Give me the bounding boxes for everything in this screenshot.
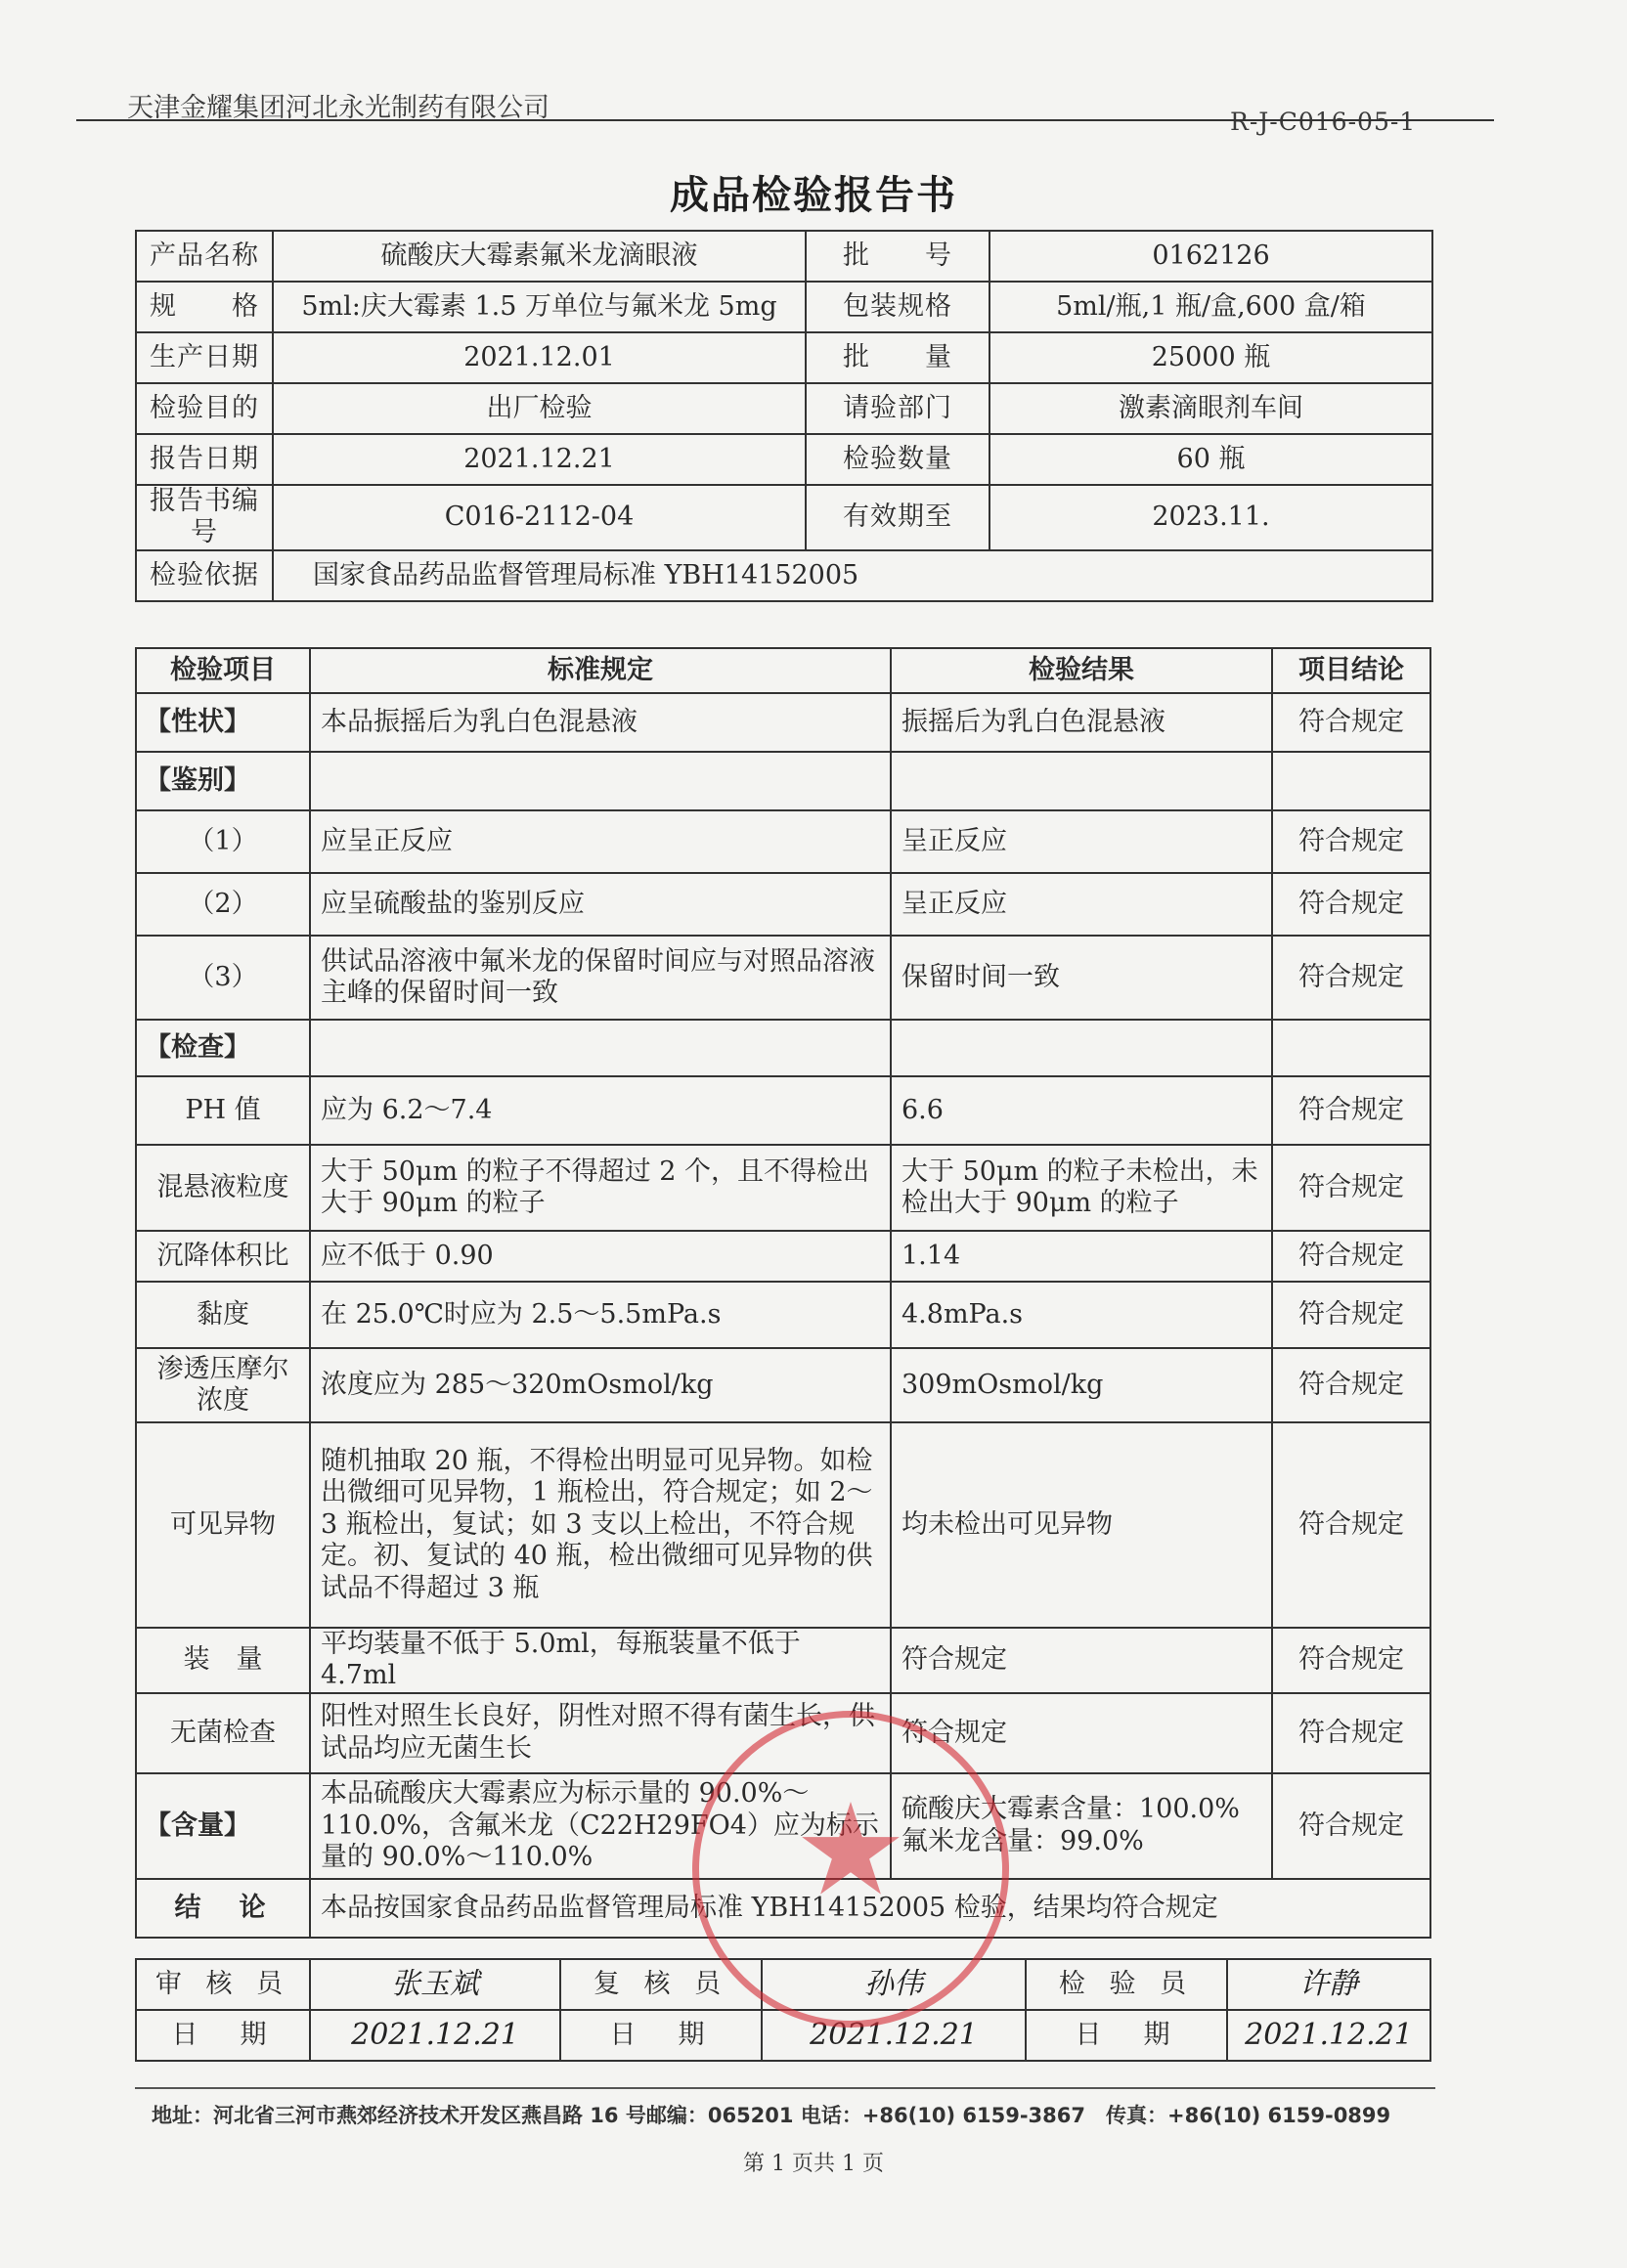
page-title: 成品检验报告书 [670, 173, 957, 218]
test-standard: 随机抽取 20 瓶，不得检出明显可见异物。如检出微细可见异物，1 瓶检出，符合规定；如 2～3 瓶检出，复试；如 3 支以上检出，不符合规定。初、复试的 40 瓶，检出微细可见异物的供试品不得超过 3 瓶 [310, 1422, 891, 1628]
table-row [136, 1145, 1430, 1231]
table-row [136, 752, 1430, 810]
quality-stamp [692, 1711, 1009, 2028]
table-row [136, 1628, 1430, 1693]
test-conclusion: 符合规定 [1272, 1422, 1430, 1628]
test-result [891, 752, 1272, 810]
test-item: PH 值 [136, 1076, 310, 1145]
test-qty-value: 60 瓶 [989, 434, 1432, 485]
test-result: 1.14 [891, 1231, 1272, 1282]
test-item: （3） [136, 936, 310, 1020]
col-header-item: 检验项目 [136, 648, 310, 693]
report-no-label: 报告书编号 [136, 485, 273, 550]
table-row [136, 1422, 1430, 1628]
test-result: 大于 50μm 的粒子未检出，未检出大于 90μm 的粒子 [891, 1145, 1272, 1231]
test-standard: 大于 50μm 的粒子不得超过 2 个，且不得检出大于 90μm 的粒子 [310, 1145, 891, 1231]
page-number: 第 1 页共 1 页 [743, 2152, 884, 2176]
report-date-label: 报告日期 [136, 434, 273, 485]
test-result: 309mOsmol/kg [891, 1348, 1272, 1422]
test-item: 沉降体积比 [136, 1231, 310, 1282]
test-standard: 供试品溶液中氟米龙的保留时间应与对照品溶液主峰的保留时间一致 [310, 936, 891, 1020]
test-conclusion: 符合规定 [1272, 1628, 1430, 1693]
product-info-table [135, 230, 1433, 602]
batch-qty-value: 25000 瓶 [989, 332, 1432, 383]
table-row [136, 693, 1430, 752]
col-header-result: 检验结果 [891, 648, 1272, 693]
test-item: 无菌检查 [136, 1693, 310, 1773]
test-standard [310, 1020, 891, 1076]
inspector-label: 检 验 员 [1026, 1959, 1227, 2010]
dept-value: 激素滴眼剂车间 [989, 383, 1432, 434]
test-result: 振摇后为乳白色混悬液 [891, 693, 1272, 752]
test-standard: 本品硫酸庆大霉素应为标示量的 90.0%～110.0%，含氟米龙（C22H29FO4）应为标示量的 90.0%～110.0% [310, 1773, 891, 1879]
test-conclusion: 符合规定 [1272, 1348, 1430, 1422]
test-result: 均未检出可见异物 [891, 1422, 1272, 1628]
report-date-value: 2021.12.21 [273, 434, 806, 485]
basis-label: 检验依据 [136, 550, 273, 601]
test-standard: 本品振摇后为乳白色混悬液 [310, 693, 891, 752]
test-item: 装 量 [136, 1628, 310, 1693]
document-number: R-J-C016-05-1 [1230, 108, 1417, 136]
batch-no-value: 0162126 [989, 231, 1432, 282]
test-item: （1） [136, 810, 310, 873]
basis-value: 国家食品药品监督管理局标准 YBH14152005 [273, 550, 1432, 601]
test-result: 4.8mPa.s [891, 1282, 1272, 1348]
reviewer-signature: 张玉斌 [310, 1959, 560, 2010]
expiry-value: 2023.11. [989, 485, 1432, 550]
test-conclusion: 符合规定 [1272, 1693, 1430, 1773]
test-result: 保留时间一致 [891, 936, 1272, 1020]
dept-label: 请验部门 [806, 383, 989, 434]
test-standard [310, 752, 891, 810]
footer-divider [135, 2087, 1435, 2089]
prod-date-value: 2021.12.01 [273, 332, 806, 383]
date-label: 日 期 [560, 2010, 762, 2061]
rechecker-date: 2021.12.21 [762, 2010, 1026, 2061]
date-label: 日 期 [1026, 2010, 1227, 2061]
test-conclusion: 符合规定 [1272, 873, 1430, 936]
test-item: 【检查】 [136, 1020, 310, 1076]
table-row [136, 1076, 1430, 1145]
test-standard: 在 25.0℃时应为 2.5～5.5mPa.s [310, 1282, 891, 1348]
table-row [136, 1020, 1430, 1076]
test-standard: 阳性对照生长良好，阴性对照不得有菌生长，供试品均应无菌生长 [310, 1693, 891, 1773]
col-header-standard: 标准规定 [310, 648, 891, 693]
test-item: 【性状】 [136, 693, 310, 752]
table-row [136, 936, 1430, 1020]
product-name-label: 产品名称 [136, 231, 273, 282]
test-item: 可见异物 [136, 1422, 310, 1628]
test-result: 符合规定 [891, 1693, 1272, 1773]
table-row [136, 873, 1430, 936]
test-conclusion: 符合规定 [1272, 936, 1430, 1020]
test-item: 【鉴别】 [136, 752, 310, 810]
footer-address: 地址：河北省三河市燕郊经济技术开发区燕昌路 16 号邮编：065201 电话：+86(10) 6159-3867 传真：+86(10) 6159-0899 [152, 2104, 1391, 2127]
reviewer-date: 2021.12.21 [310, 2010, 560, 2061]
test-conclusion: 符合规定 [1272, 693, 1430, 752]
conclusion-label: 结 论 [136, 1879, 310, 1938]
table-row [136, 1348, 1430, 1422]
stamp-star-icon: ★ [793, 1775, 908, 1924]
table-row [136, 1282, 1430, 1348]
date-label: 日 期 [136, 2010, 310, 2061]
test-conclusion: 符合规定 [1272, 1773, 1430, 1879]
test-item: 黏度 [136, 1282, 310, 1348]
test-standard: 应不低于 0.90 [310, 1231, 891, 1282]
test-conclusion: 符合规定 [1272, 1231, 1430, 1282]
reviewer-label: 审 核 员 [136, 1959, 310, 2010]
rechecker-label: 复 核 员 [560, 1959, 762, 2010]
package-value: 5ml/瓶,1 瓶/盒,600 盒/箱 [989, 282, 1432, 332]
purpose-label: 检验目的 [136, 383, 273, 434]
header-divider [76, 119, 1494, 121]
test-standard: 浓度应为 285～320mOsmol/kg [310, 1348, 891, 1422]
col-header-conclusion: 项目结论 [1272, 648, 1430, 693]
spec-value: 5ml:庆大霉素 1.5 万单位与氟米龙 5mg [273, 282, 806, 332]
product-name-value: 硫酸庆大霉素氟米龙滴眼液 [273, 231, 806, 282]
test-qty-label: 检验数量 [806, 434, 989, 485]
company-name: 天津金耀集团河北永光制药有限公司 [127, 93, 550, 123]
test-result: 呈正反应 [891, 873, 1272, 936]
package-label: 包装规格 [806, 282, 989, 332]
test-result: 符合规定 [891, 1628, 1272, 1693]
test-result: 呈正反应 [891, 810, 1272, 873]
table-row [136, 810, 1430, 873]
test-result [891, 1020, 1272, 1076]
test-item: 【含量】 [136, 1773, 310, 1879]
test-conclusion: 符合规定 [1272, 1076, 1430, 1145]
conclusion-text: 本品按国家食品药品监督管理局标准 YBH14152005 检验，结果均符合规定 [310, 1879, 1430, 1938]
test-conclusion [1272, 752, 1430, 810]
rechecker-signature: 孙伟 [762, 1959, 1026, 2010]
test-item: 混悬液粒度 [136, 1145, 310, 1231]
test-conclusion: 符合规定 [1272, 1282, 1430, 1348]
purpose-value: 出厂检验 [273, 383, 806, 434]
spec-label: 规 格 [136, 282, 273, 332]
test-standard: 应为 6.2～7.4 [310, 1076, 891, 1145]
batch-qty-label: 批 量 [806, 332, 989, 383]
test-item: （2） [136, 873, 310, 936]
inspector-date: 2021.12.21 [1227, 2010, 1430, 2061]
inspector-signature: 许静 [1227, 1959, 1430, 2010]
table-row [136, 1231, 1430, 1282]
test-standard: 应呈正反应 [310, 810, 891, 873]
expiry-label: 有效期至 [806, 485, 989, 550]
test-item: 渗透压摩尔浓度 [136, 1348, 310, 1422]
test-standard: 应呈硫酸盐的鉴别反应 [310, 873, 891, 936]
test-conclusion: 符合规定 [1272, 1145, 1430, 1231]
batch-no-label: 批 号 [806, 231, 989, 282]
test-result: 硫酸庆大霉素含量：100.0% 氟米龙含量：99.0% [891, 1773, 1272, 1879]
test-result: 6.6 [891, 1076, 1272, 1145]
test-conclusion: 符合规定 [1272, 810, 1430, 873]
prod-date-label: 生产日期 [136, 332, 273, 383]
test-standard: 平均装量不低于 5.0ml，每瓶装量不低于 4.7ml [310, 1628, 891, 1693]
report-no-value: C016-2112-04 [273, 485, 806, 550]
test-conclusion [1272, 1020, 1430, 1076]
